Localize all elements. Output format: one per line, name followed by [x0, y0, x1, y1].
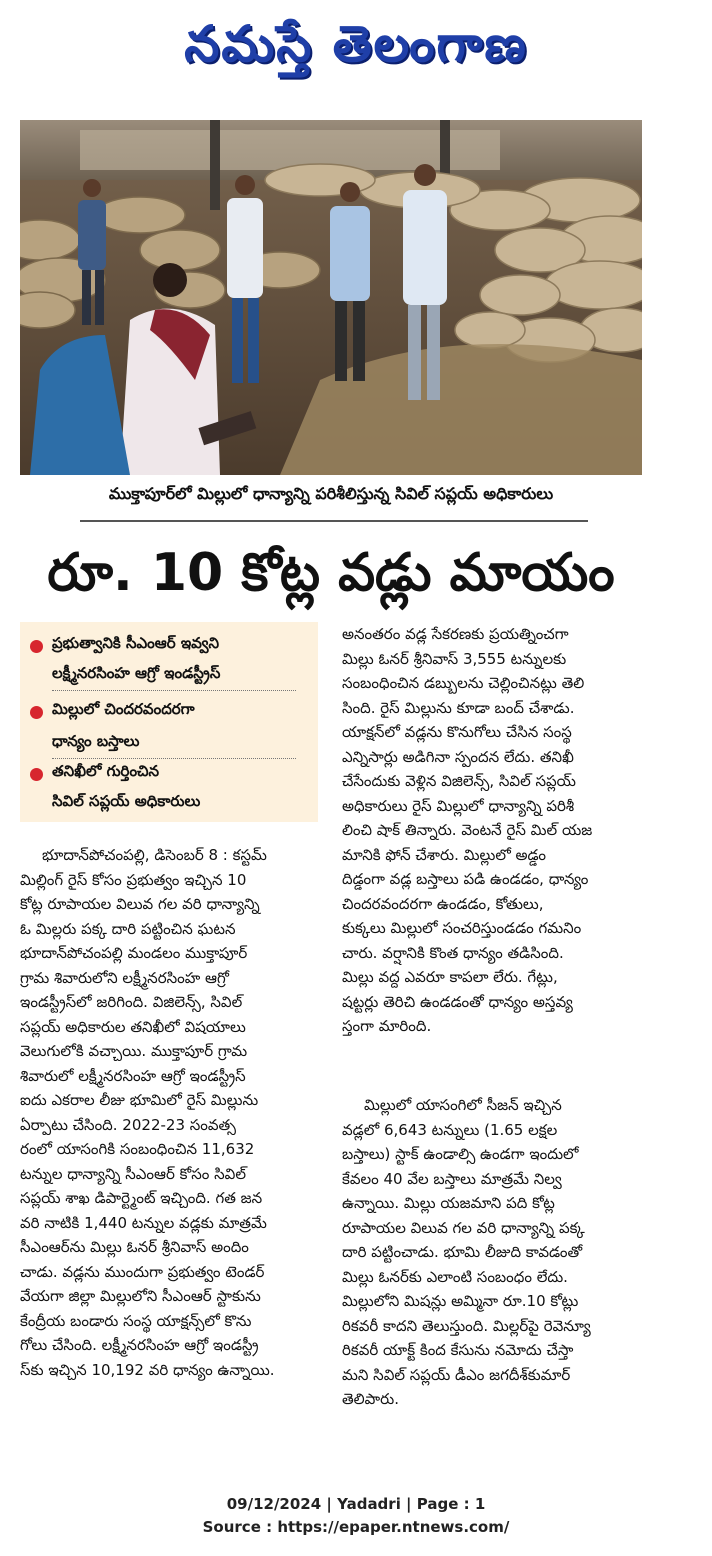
article-line: తెలిపారు. — [342, 1390, 399, 1408]
article-line: లించి షాక్ తిన్నారు. వెంటనే రైస్ మిల్ యజ — [342, 821, 593, 839]
article-line: కేవలం 40 వేల బస్తాలు మాత్రమే నిల్వ — [342, 1169, 562, 1188]
article-right-column-para2 — [342, 1093, 644, 1412]
article-line: స్‌కు ఇచ్చిన 10,192 వరి ధాన్యం ఉన్నాయి. — [20, 1360, 275, 1379]
article-line: రంలో యాసంగికి సంబంధించిన 11,632 — [20, 1140, 255, 1158]
newspaper-logo: నమస్తే తెలంగాణ — [184, 14, 528, 73]
article-line: రికవరీ యాక్ట్ కింద కేసును నమోదు చేస్తా — [342, 1341, 574, 1359]
article-line: అధికారులు రైస్ మిల్లులో ధాన్యాన్ని పరిశీ — [342, 796, 575, 815]
article-line: ఐదు ఎకరాల లీజు భూమిలో రైస్ మిల్లును — [20, 1091, 259, 1109]
article-line: టన్నుల ధాన్యాన్ని సీఎంఆర్ కోసం సివిల్ — [20, 1164, 246, 1183]
article-right-column-para1 — [342, 622, 644, 1039]
divider — [52, 690, 296, 691]
article-line: ఓ మిల్లరు పక్క దారి పట్టించిన ఘటన — [20, 919, 236, 938]
article-line: సప్లయ్ శాఖ డిపార్ట్మెంట్ ఇచ్చింది. గత జన — [20, 1189, 263, 1207]
article-line: వెలుగులోకి వచ్చాయి. ముక్తాపూర్ గ్రామ — [20, 1042, 248, 1060]
photo-caption: ముక్తాపూర్‌లో మిల్లులో ధాన్యాన్ని పరిశీలిస్తున్న సివిల్ సప్లయ్ అధికారులు — [108, 484, 554, 503]
article-line: మిల్లు వద్ద ఎవరూ కాపలా లేరు. గేట్లు, — [342, 968, 558, 986]
masthead — [0, 0, 712, 100]
highlight-line: తనిఖీలో గుర్తించిన — [52, 762, 160, 780]
article-line: వడ్లలో 6,643 టన్నులు (1.65 లక్షల — [342, 1120, 558, 1139]
article-line: షట్టర్లు తెరిచి ఉండడంతో ధాన్యం అస్తవ్య — [342, 992, 573, 1011]
article-line: భూదాన్‌పోచంపల్లి మండలం ముక్తాపూర్ — [20, 944, 248, 962]
bullet-icon — [30, 640, 43, 653]
bullet-icon — [30, 768, 43, 781]
bullet-icon — [30, 706, 43, 719]
highlight-line: ప్రభుత్వానికి సీఎంఆర్ ఇవ్వని — [52, 634, 220, 652]
article-line: మిల్లులో యాసంగిలో సీజన్ ఇచ్చిన — [364, 1096, 562, 1114]
footer-source-line: Source : https://epaper.ntnews.com/ — [202, 1518, 510, 1536]
divider — [52, 758, 296, 759]
article-line: వేయగా జిల్లా మిల్లులోని సీఎంఆర్ స్టాకును — [20, 1287, 261, 1305]
article-line: శివారులో లక్ష్మీనరసింహ ఆగ్రో ఇండస్ట్రీస్ — [20, 1066, 246, 1085]
article-line: యాక్షన్‌లో వడ్లను కొనుగోలు చేసిన సంస్థ — [342, 723, 572, 741]
footer-date-line: 09/12/2024 | Yadadri | Page : 1 — [226, 1495, 486, 1513]
article-left-column — [20, 843, 318, 1382]
article-line: మిల్లు ఓనర్ శ్రీనివాస్ 3,555 టన్నులకు — [342, 649, 567, 668]
article-line: వరి నాటికి 1,440 టన్నుల వడ్లకు మాత్రమే — [20, 1213, 267, 1232]
article-line: బస్తాలు) స్టాక్ ఉండాల్సి ఉండగా ఇందులో — [342, 1145, 579, 1163]
article-line: మిల్లింగ్ రైస్ కోసం ప్రభుత్వం ఇచ్చిన 10 — [20, 870, 247, 889]
article-line: సీఎంఆర్‌ను మిల్లు ఓనర్ శ్రీనివాస్ అందిం — [20, 1238, 249, 1256]
article-line: మిల్లులోని మిషన్లు అమ్మినా రూ.10 కోట్లు — [342, 1292, 579, 1310]
highlight-line: సివిల్ సప్లయ్ అధికారులు — [52, 792, 201, 810]
article-line: దారి పట్టించాడు. భూమి లీజుది కావడంతో — [342, 1243, 583, 1261]
article-line: చాడు. వడ్లను ముందుగా ప్రభుత్వం టెండర్ — [20, 1262, 265, 1281]
article-line: చిందరవందరగా ఉండడం, కోతులు, — [342, 894, 544, 913]
article-line: అనంతరం వడ్ల సేకరణకు ప్రయత్నించగా — [342, 625, 569, 643]
article-line: రూపాయల విలువ గల వరి ధాన్యాన్ని పక్క — [342, 1218, 585, 1237]
article-line: సంబంధించిన డబ్బులను చెల్లించినట్లు తెలి — [342, 674, 585, 692]
article-line: దిడ్డంగా వడ్ల బస్తాలు పడి ఉండడం, ధాన్యం — [342, 870, 589, 888]
news-photo — [20, 120, 642, 475]
highlight-line: లక్ష్మీనరసింహ ఆగ్రో ఇండస్ట్రీస్ — [52, 664, 221, 682]
article-line: కోట్ల రూపాయల విలువ గల వరి ధాన్యాన్ని — [20, 895, 260, 913]
article-line: మిల్లు ఓనర్‌కు ఎలాంటి సంబంధం లేదు. — [342, 1267, 568, 1286]
article-line: గ్రామ శివారులోని లక్ష్మీనరసింహ ఆగ్రో — [20, 968, 229, 987]
article-line: కుక్కలు మిల్లులో సంచరిస్తుండడం గమనిం — [342, 919, 582, 937]
article-line: రికవరీ కాదని తెలుస్తుంది. మిల్లర్‌పై రెవెన్యూ — [342, 1316, 591, 1335]
article-line: ఉన్నాయి. మిల్లు యజమాని పది కోట్ల — [342, 1194, 555, 1212]
article-line: ఎన్నిసార్లు అడిగినా స్పందన లేదు. తనిఖీ — [342, 747, 574, 766]
article-line: మని సివిల్ సప్లయ్ డీఎం జగదీశ్‌కుమార్ — [342, 1365, 571, 1384]
article-line: ఏర్పాటు చేసింది. 2022-23 సంవత్స — [20, 1115, 236, 1134]
article-line: సప్లయ్ అధికారుల తనిఖీలో విషయాలు — [20, 1017, 246, 1036]
article-line: భూదాన్‌పోచంపల్లి, డిసెంబర్ 8 : కస్టమ్ — [42, 846, 267, 864]
headline: రూ. 10 కోట్ల వడ్లు మాయం — [47, 543, 615, 603]
article-line: సింది. రైస్ మిల్లును కూడా బంద్ చేశాడు. — [342, 698, 575, 717]
article-line: చారు. వర్షానికి కొంత ధాన్యం తడిసింది. — [342, 943, 564, 962]
caption-divider — [80, 520, 588, 522]
highlights-box — [20, 622, 318, 822]
article-line: ఇండస్ట్రీస్‌లో జరిగింది. విజిలెన్స్, సివిల్ — [20, 993, 243, 1011]
article-line: కేంద్రీయ బండారు సంస్థ యాక్షన్స్‌లో కొను — [20, 1311, 252, 1330]
godown-inspection-image — [20, 120, 642, 475]
article-line: చేసేందుకు వెళ్లిన విజిలెన్స్, సివిల్ సప్లయ్ — [342, 772, 576, 790]
article-line: గోలు చేసింది. లక్ష్మీనరసింహ ఆగ్రో ఇండస్ట్రీ — [20, 1336, 259, 1354]
highlight-line: ధాన్యం బస్తాలు — [52, 732, 140, 750]
article-line: స్తంగా మారింది. — [342, 1017, 432, 1035]
highlight-line: మిల్లులో చిందరవందరగా — [52, 700, 195, 718]
article-line: మానికి ఫోన్ చేశారు. మిల్లులో అడ్డం — [342, 845, 547, 864]
